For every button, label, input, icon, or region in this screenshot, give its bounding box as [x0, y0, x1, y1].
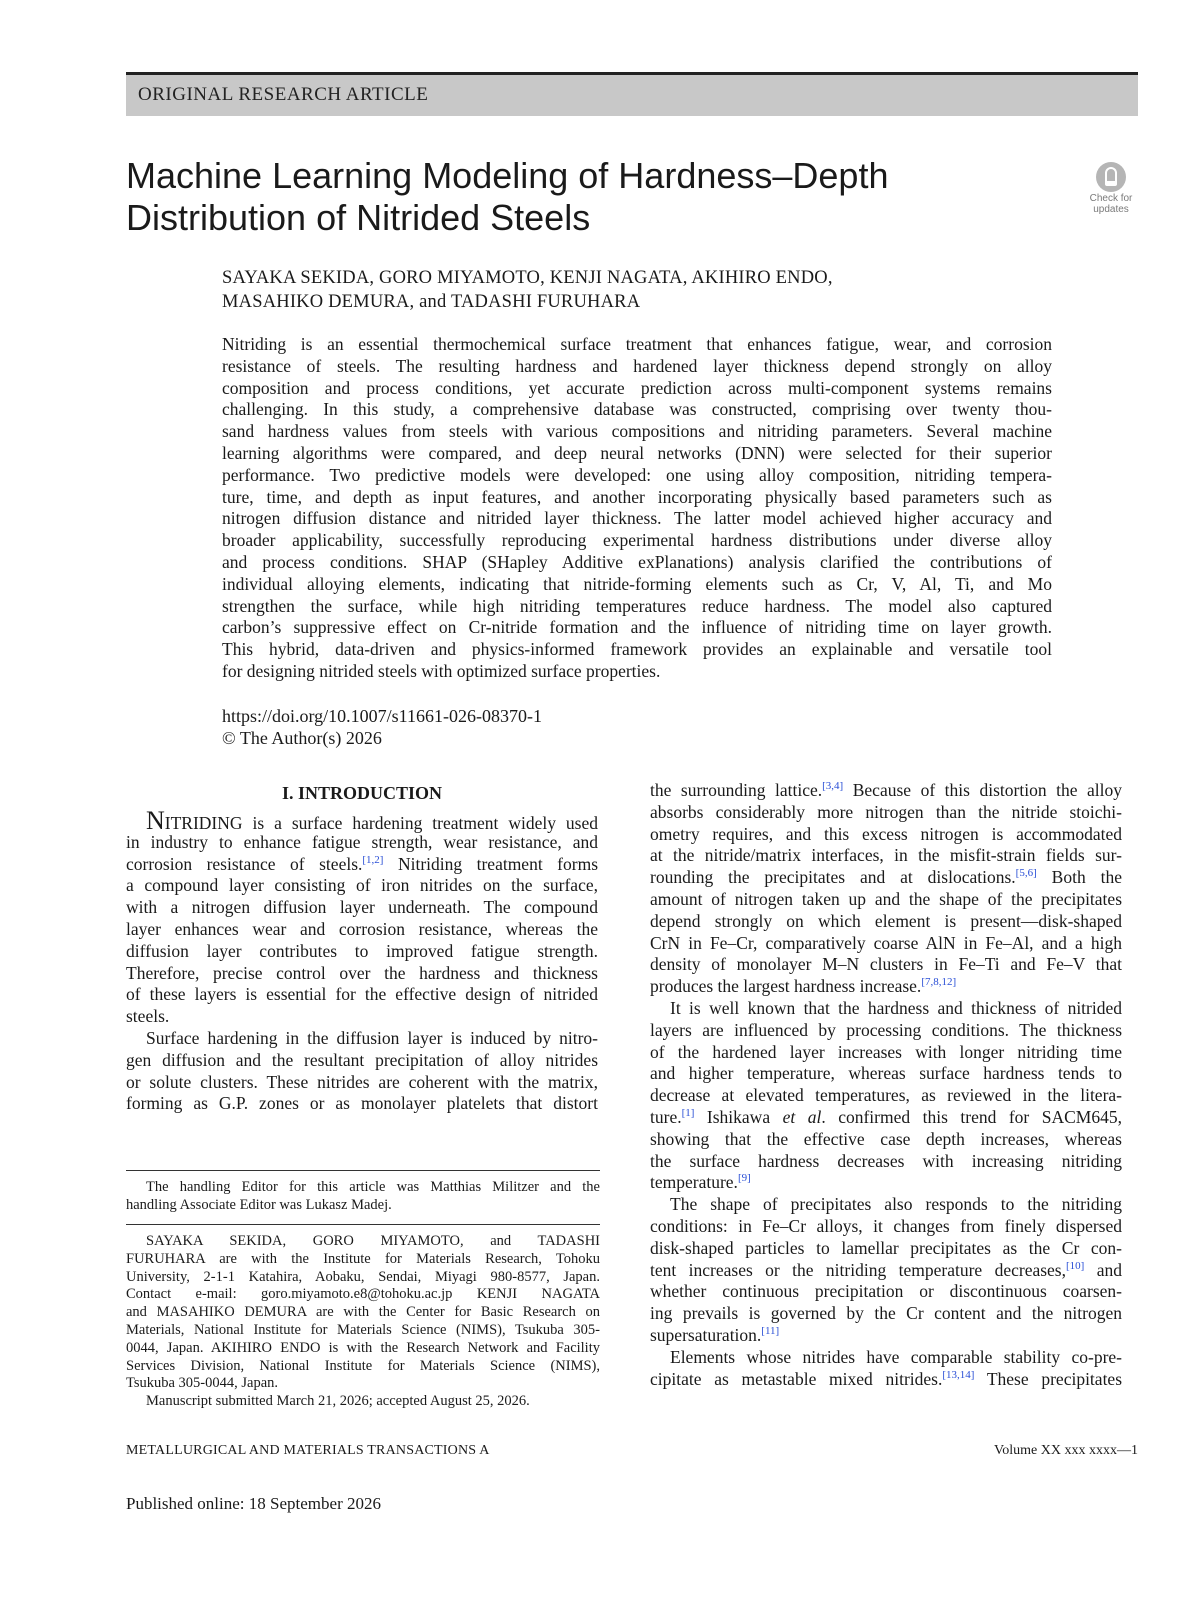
section-heading: I. INTRODUCTION — [281, 783, 443, 803]
body-line: of the hardened layer increases with longer nitriding time — [650, 1041, 1122, 1062]
body-line: and higher temperature, whereas surface hardness tends to — [650, 1063, 1122, 1084]
title-line: Machine Learning Modeling of Hardness–Depth — [126, 155, 889, 196]
citation-link[interactable]: [11] — [761, 1325, 780, 1338]
abstract-line: for designing nitrided steels with optimized surface properties. — [222, 660, 661, 681]
published-date: Published online: 18 September 2026 — [126, 1494, 381, 1513]
abstract-line: ture, time, and depth as input features, and another incorporating physically based parameters such as — [222, 486, 1052, 507]
affiliation-footnote — [126, 1233, 600, 1411]
editor-footnote — [126, 1179, 600, 1215]
body-line: decrease at elevated temperatures, as reviewed in the litera- — [650, 1085, 1122, 1106]
abstract-line: learning algorithms were compared, and deep neural networks (DNN) were selected for their superior — [222, 442, 1052, 463]
body-line: Therefore, precise control over the hardness and thickness — [126, 962, 598, 983]
manuscript-dates: Manuscript submitted March 21, 2026; accepted August 25, 2026. — [146, 1393, 530, 1410]
right-column — [650, 780, 1122, 1390]
copyright: © The Author(s) 2026 — [222, 728, 382, 748]
bookmark-icon — [1096, 162, 1126, 192]
footnote-line: FURUHARA are with the Institute for Materials Research, Tohoku — [126, 1250, 600, 1267]
footnote-line: and MASAHIKO DEMURA are with the Center for Basic Research on — [126, 1304, 600, 1321]
check-for-updates-badge[interactable] — [1083, 162, 1139, 218]
body-line: It is well known that the hardness and thickness of nitrided — [670, 997, 1122, 1018]
body-line: steels. — [126, 1006, 170, 1027]
abstract-line: Nitriding is an essential thermochemical surface treatment that enhances fatigue, wear, and corrosion — [222, 334, 1052, 354]
body-line: whether continuous precipitation or discontinuous coarsen- — [650, 1281, 1122, 1302]
footnote-line: Contact e-mail: goro.miyamoto.e8@tohoku.ac.jp KENJI NAGATA — [126, 1286, 600, 1303]
abstract — [222, 334, 1052, 683]
footnote-line: The handling Editor for this article was Matthias Militzer and the — [146, 1179, 600, 1195]
article-title — [126, 155, 1026, 239]
article-meta — [222, 705, 542, 749]
footnote-line: University, 2-1-1 Katahira, Aobaku, Sendai, Miyagi 980-8577, Japan. — [126, 1268, 600, 1285]
footnote-line: 0044, Japan. AKIHIRO ENDO is with the Research Network and Facility — [126, 1339, 600, 1356]
body-line: amount of nitrogen taken up and the shape of the precipitates — [650, 888, 1122, 909]
body-line: cipitate as metastable mixed nitrides.[13,14] These precipitates — [650, 1368, 1123, 1389]
article-type-banner — [126, 75, 1138, 116]
abstract-line: carbon’s suppressive effect on Cr-nitride formation and the influence of nitriding time on layer growth. — [222, 617, 1052, 638]
body-line: NITRIDING is a surface hardening treatment widely used — [146, 806, 598, 835]
abstract-line: composition and process conditions, yet accurate prediction across multi-component systems remains — [222, 377, 1052, 398]
body-line: rounding the precipitates and at dislocations.[5,6] Both the — [650, 867, 1122, 888]
footnote-line: Services Division, National Institute for Materials Science (NIMS), — [126, 1357, 600, 1374]
citation-link[interactable]: [3,4] — [822, 780, 844, 793]
citation-link[interactable]: [7,8,12] — [921, 976, 957, 989]
citation-link[interactable]: [10] — [1066, 1259, 1085, 1272]
body-line: CrN in Fe–Cr, comparatively coarse AlN in Fe–Al, and a high — [650, 932, 1122, 953]
body-line: or solute clusters. These nitrides are coherent with the matrix, — [126, 1071, 598, 1092]
doi-link[interactable]: https://doi.org/10.1007/s11661-026-08370-1 — [222, 706, 543, 726]
body-line: at the nitride/matrix interfaces, in the misfit-strain fields sur- — [650, 845, 1122, 866]
title-line: Distribution of Nitrided Steels — [126, 197, 591, 238]
abstract-line: nitrogen diffusion distance and nitrided layer thickness. The latter model achieved higher accuracy and — [222, 508, 1052, 529]
citation-link[interactable]: [9] — [737, 1172, 751, 1185]
body-line: The shape of precipitates also responds to the nitriding — [670, 1194, 1122, 1215]
body-line: diffusion layer contributes to improved fatigue strength. — [126, 940, 598, 961]
body-line: supersaturation.[11] — [650, 1324, 780, 1345]
body-line: ing prevails is governed by the Cr content and the nitrogen — [650, 1303, 1122, 1324]
body-line: conditions: in Fe–Cr alloys, it changes from finely dispersed — [650, 1215, 1122, 1236]
body-line: ture.[1] Ishikawa et al. confirmed this trend for SACM645, — [650, 1106, 1122, 1127]
author-list — [222, 266, 1102, 314]
body-line: with a nitrogen diffusion layer underneath. The compound — [126, 897, 598, 918]
left-column — [126, 780, 598, 1115]
abstract-line: broader applicability, successfully reproducing experimental hardness distributions under diverse alloy — [222, 530, 1052, 551]
body-line: forming as G.P. zones or as monolayer platelets that distort — [126, 1093, 598, 1114]
footnote-line: SAYAKA SEKIDA, GORO MIYAMOTO, and TADASHI — [146, 1233, 600, 1249]
abstract-line: performance. Two predictive models were developed: one using alloy composition, nitriding tempera- — [222, 464, 1052, 485]
body-line: the surface hardness decreases with increasing nitriding — [650, 1150, 1122, 1171]
body-line: ometry requires, and this excess nitrogen is accommodated — [650, 823, 1122, 844]
body-line: Elements whose nitrides have comparable stability co-pre- — [670, 1346, 1122, 1367]
abstract-line: strengthen the surface, while high nitriding temperatures reduce hardness. The model also captured — [222, 595, 1052, 616]
abstract-line: challenging. In this study, a comprehensive database was constructed, comprising over twenty thou- — [222, 399, 1052, 420]
body-line: temperature.[9] — [650, 1172, 751, 1193]
body-line: of these layers is essential for the effective design of nitrided — [126, 984, 598, 1005]
abstract-line: sand hardness values from steels with various compositions and nitriding parameters. Several machine — [222, 421, 1052, 442]
footnote-line: Materials, National Institute for Materials Science (NIMS), Tsukuba 305- — [126, 1321, 600, 1338]
body-line: corrosion resistance of steels.[1,2] Nitriding treatment forms — [126, 853, 598, 874]
author-line: SAYAKA SEKIDA, GORO MIYAMOTO, KENJI NAGATA, AKIHIRO ENDO, — [222, 268, 833, 288]
abstract-line: and process conditions. SHAP (SHapley Additive exPlanations) analysis clarified the contributions of — [222, 551, 1052, 572]
body-line: produces the largest hardness increase.[7,8,12] — [650, 976, 957, 997]
citation-link[interactable]: [1,2] — [362, 853, 384, 866]
badge-text: updates — [1093, 204, 1129, 215]
abstract-line: individual alloying elements, indicating that nitride-forming elements such as Cr, V, Al, Ti, and Mo — [222, 573, 1052, 594]
body-line: tent increases or the nitriding temperature decreases,[10] and — [650, 1259, 1122, 1280]
body-line: depend strongly on which element is present—disk-shaped — [650, 910, 1122, 931]
badge-text: Check for — [1089, 193, 1133, 204]
journal-name: METALLURGICAL AND MATERIALS TRANSACTIONS A — [126, 1443, 490, 1458]
citation-link[interactable]: [13,14] — [942, 1368, 975, 1381]
footnote-line: Tsukuba 305-0044, Japan. — [126, 1375, 279, 1392]
body-line: showing that the effective case depth increases, whereas — [650, 1128, 1122, 1149]
body-line: layer enhances wear and corrosion resistance, whereas the — [126, 918, 598, 939]
abstract-line: This hybrid, data-driven and physics-informed framework provides an explainable and versatile tool — [222, 639, 1052, 660]
footnote-rule — [126, 1170, 600, 1171]
body-line: layers are influenced by processing conditions. The thickness — [650, 1019, 1122, 1040]
footnote-line: handling Associate Editor was Lukasz Madej. — [126, 1196, 392, 1213]
body-line: in industry to enhance fatigue strength, wear resistance, and — [126, 831, 598, 852]
volume-page: Volume XX xxx xxxx—1 — [993, 1443, 1138, 1458]
body-line: Surface hardening in the diffusion layer is induced by nitro- — [146, 1027, 598, 1048]
body-line: density of monolayer M–N clusters in Fe–Ti and Fe–V that — [650, 954, 1122, 975]
dropcap: N — [146, 806, 165, 835]
abstract-line: resistance of steels. The resulting hardness and hardened layer thickness depend strongly on alloy — [222, 355, 1052, 376]
body-line: disk-shaped particles to lamellar precipitates as the Cr con- — [650, 1237, 1122, 1258]
footnote-rule — [126, 1224, 600, 1225]
citation-link[interactable]: [5,6] — [1015, 867, 1037, 880]
article-type-label: ORIGINAL RESEARCH ARTICLE — [138, 84, 429, 105]
body-line: the surrounding lattice.[3,4] Because of this distortion the alloy — [650, 780, 1122, 800]
author-line: MASAHIKO DEMURA, and TADASHI FURUHARA — [222, 292, 641, 312]
body-line: a compound layer consisting of iron nitrides on the surface, — [126, 875, 598, 896]
citation-link[interactable]: [1] — [681, 1107, 695, 1120]
body-line: absorbs considerably more nitrogen than the nitride stoichi- — [650, 801, 1122, 822]
body-line: gen diffusion and the resultant precipitation of alloy nitrides — [126, 1049, 598, 1070]
